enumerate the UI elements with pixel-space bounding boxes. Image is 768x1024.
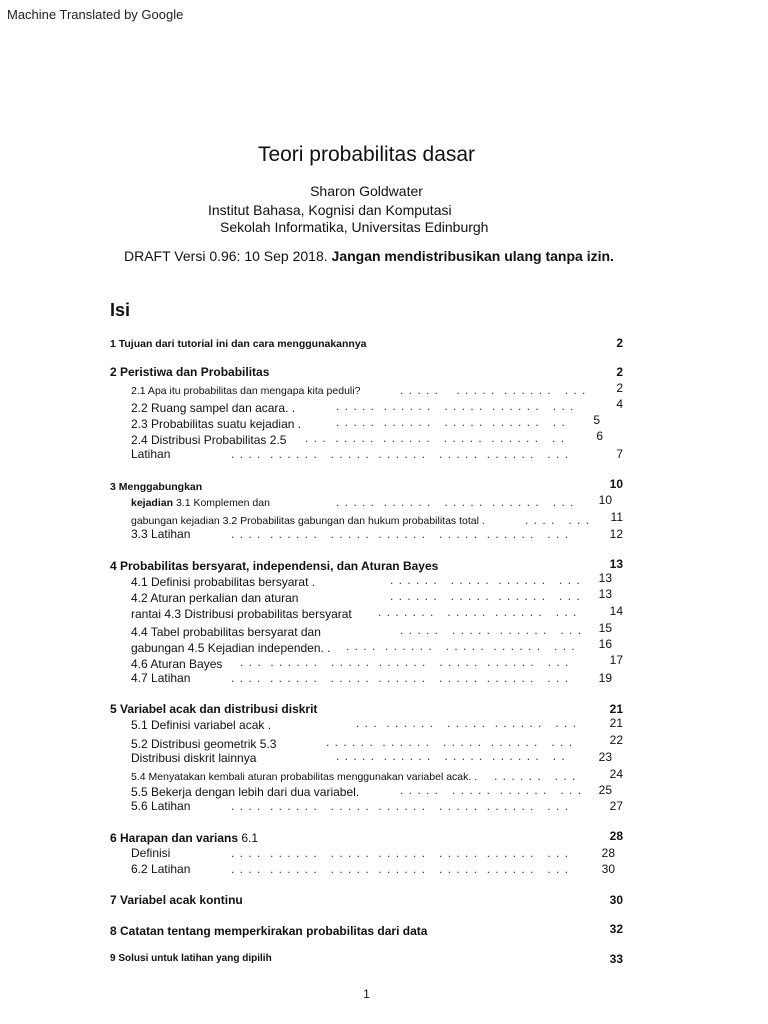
toc-entry-3-1-rest: 3.1 Komplemen dan [173,497,270,509]
author-name: Sharon Goldwater [310,183,423,199]
toc-entry-4-7[interactable]: 4.7 Latihan [131,671,191,685]
toc-section-6-rest: 6.1 [238,831,259,845]
draft-notice [124,248,614,264]
toc-entry-3-3[interactable]: 3.3 Latihan [131,527,191,541]
toc-entry-4-5[interactable]: gabungan 4.5 Kejadian independen. . [131,641,331,655]
toc-entry-5-2-page: 22 [609,733,623,747]
toc-entry-6-2-page: 30 [601,862,615,876]
toc-entry-3-3-page: 12 [609,527,623,541]
toc-entry-4-4[interactable]: 4.4 Tabel probabilitas bersyarat dan [131,625,321,639]
dot-leader: . . . . . . . . . . . . . . . . . . . . . . . . . . . . . . . . . . . [231,846,570,860]
dot-leader: . . . . . . . . . . . . . . . . . . . . . . . . . . . . . . . . . . . [231,799,570,813]
toc-entry-5-6-page: 27 [609,799,623,813]
toc-entry-5-6[interactable]: 5.6 Latihan [131,799,191,813]
toc-entry-2-1[interactable]: 2.1 Apa itu probabilitas dan mengapa kita peduli? [131,385,361,397]
toc-entry-5-4-page: 24 [609,767,623,781]
toc-entry-6-2[interactable]: 6.2 Latihan [131,862,191,876]
document-title: Teori probabilitas dasar [257,143,476,166]
dot-leader: . . . . . . . . . . . . . . . . . . . . [390,589,581,603]
dot-leader: . . . . . . . . . . . . . . . . . . . . . . . . . [336,399,575,413]
toc-section-9[interactable]: 9 Solusi untuk latihan yang dipilih [110,953,272,964]
dot-leader: . . . . . . . . . . . . . . . . . . . . . . . . . . . . . . . . . . . [231,527,570,541]
toc-section-1-page: 2 [616,336,623,350]
toc-entry-4-1-page: 13 [598,571,612,585]
toc-entry-3-1-page: 10 [598,493,612,507]
toc-entry-5-3-page: 23 [598,750,612,764]
dot-leader: . . . . . . . . . [494,769,577,783]
toc-section-7-page: 30 [609,893,623,907]
toc-entry-2-5-page: 7 [616,447,623,461]
toc-section-7[interactable]: 7 Variabel acak kontinu [110,893,243,907]
toc-entry-4-6-page: 17 [609,653,623,667]
toc-entry-5-5[interactable]: 5.5 Bekerja dengan lebih dari dua variabel. [131,785,360,799]
toc-entry-5-5-page: 25 [598,783,612,797]
draft-warning: Jangan mendistribusikan ulang tanpa izin. [331,248,614,264]
toc-entry-3-2[interactable]: gabungan kejadian 3.2 Probabilitas gabungan dan hukum probabilitas total . [131,515,485,527]
toc-section-2-page: 2 [616,365,623,379]
toc-section-3-page: 10 [609,477,623,491]
toc-entry-3-2-page: 11 [610,510,623,524]
toc-entry-4-2[interactable]: 4.2 Aturan perkalian dan aturan [131,591,299,605]
dot-leader: . . . . . . . . . . . . . . . . . . . . . [378,605,578,619]
toc-section-5-page: 21 [609,702,623,716]
institution-line-2: Sekolah Informatika, Universitas Edinburgh [220,219,489,235]
toc-entry-5-1-page: 21 [609,716,623,730]
dot-leader: . . . . . . . . . . . . . . . . . . . [400,783,583,797]
contents-heading: Isi [110,300,131,320]
toc-entry-3-1[interactable] [131,497,270,509]
toc-entry-4-3-page: 14 [609,604,623,618]
dot-leader: . . . . . . . . . . . . . . . . . . . . . . . . . . . . . . . . . . [240,655,570,669]
toc-entry-4-2-page: 13 [598,587,612,601]
dot-leader: . . . . . . . . . . . . . . . . . . . . . . . [356,716,578,730]
toc-section-8[interactable]: 8 Catatan tentang memperkirakan probabilitas dari data [110,924,428,938]
dot-leader: . . . . . . . . . . . . . . . . . . . [400,623,583,637]
draft-version: DRAFT Versi 0.96: 10 Sep 2018. [124,248,332,264]
toc-section-2[interactable]: 2 Peristiwa dan Probabilitas [110,365,270,379]
toc-entry-2-2-page: 4 [616,397,623,411]
toc-entry-4-4-page: 15 [598,621,612,635]
dot-leader: . . . . . . . . . . . . . . . . . . . . [390,573,581,587]
toc-section-6-title: 6 Harapan dan varians [110,831,239,845]
toc-section-3[interactable]: 3 Menggabungkan [110,481,203,493]
toc-section-6[interactable] [110,831,258,845]
dot-leader: . . . . . . . . . . . . . . . . . . . . . . . . . . [326,735,574,749]
toc-entry-5-3[interactable]: Distribusi diskrit lainnya [131,751,257,765]
dot-leader: . . . . . . . . . . . . . . . . . . . . . . . . [336,749,566,763]
dot-leader: . . . . . . . . . . . . . . . . . . . . . . . . . . . . . . . . . . . [231,862,570,876]
toc-entry-4-6[interactable]: 4.6 Aturan Bayes [131,657,223,671]
toc-entry-2-3-page: 5 [593,413,600,427]
toc-entry-6-1-page: 28 [601,846,615,860]
toc-entry-3-1-bold: kejadian [131,497,174,509]
toc-entry-5-2[interactable]: 5.2 Distribusi geometrik 5.3 [131,737,277,751]
toc-entry-2-5[interactable]: Latihan [131,447,171,461]
machine-translated-banner: Machine Translated by Google [7,7,184,22]
dot-leader: . . . . . . . [525,513,591,527]
dot-leader: . . . . . . . . . . . . . . . . . . . . . . . . . [336,495,575,509]
toc-entry-2-4-page: 6 [596,429,603,443]
toc-entry-2-2[interactable]: 2.2 Ruang sampel dan acara. . [131,401,296,415]
page-number: 1 [363,987,370,1001]
dot-leader: . . . . . . . . . . . . . . . . . . . . . . . . . . . [305,431,566,445]
toc-entry-2-4[interactable]: 2.4 Distribusi Probabilitas 2.5 [131,433,287,447]
toc-entry-4-1[interactable]: 4.1 Definisi probabilitas bersyarat . [131,575,316,589]
toc-entry-6-1[interactable]: Definisi [131,846,171,860]
toc-section-9-page: 33 [609,952,623,966]
dot-leader: . . . . . . . . . . . . . . . . . . . . . . . . . . . . . . . . . . . [231,447,570,461]
toc-entry-4-7-page: 19 [598,671,612,685]
dot-leader: . . . . . . . . . . . . . . . . . . . . . . . . . . . . . . . . . . . [231,671,570,685]
toc-section-8-page: 32 [609,922,623,936]
toc-section-4[interactable]: 4 Probabilitas bersyarat, independensi, dan Aturan Bayes [110,559,439,573]
toc-entry-4-5-page: 16 [598,637,612,651]
toc-entry-4-3[interactable]: rantai 4.3 Distribusi probabilitas bersyarat [131,607,352,621]
toc-entry-5-1[interactable]: 5.1 Definisi variabel acak . [131,718,272,732]
toc-section-5[interactable]: 5 Variabel acak dan distribusi diskrit [110,702,318,716]
institution-line-1: Institut Bahasa, Kognisi dan Komputasi [208,202,452,218]
toc-entry-2-1-page: 2 [616,381,623,395]
toc-section-1[interactable]: 1 Tujuan dari tutorial ini dan cara menggunakannya [110,338,367,350]
toc-entry-2-3[interactable]: 2.3 Probabilitas suatu kejadian . [131,417,302,431]
dot-leader: . . . . . . . . . . . . . . . . . . . [400,383,587,397]
toc-section-6-page: 28 [609,829,623,843]
toc-section-4-page: 13 [609,557,623,571]
dot-leader: . . . . . . . . . . . . . . . . . . . . . . . . [336,415,566,429]
toc-entry-5-4[interactable]: 5.4 Menyatakan kembali aturan probabilitas menggunakan variabel acak. . [131,771,478,783]
dot-leader: . . . . . . . . . . . . . . . . . . . . . . . . [346,639,576,653]
